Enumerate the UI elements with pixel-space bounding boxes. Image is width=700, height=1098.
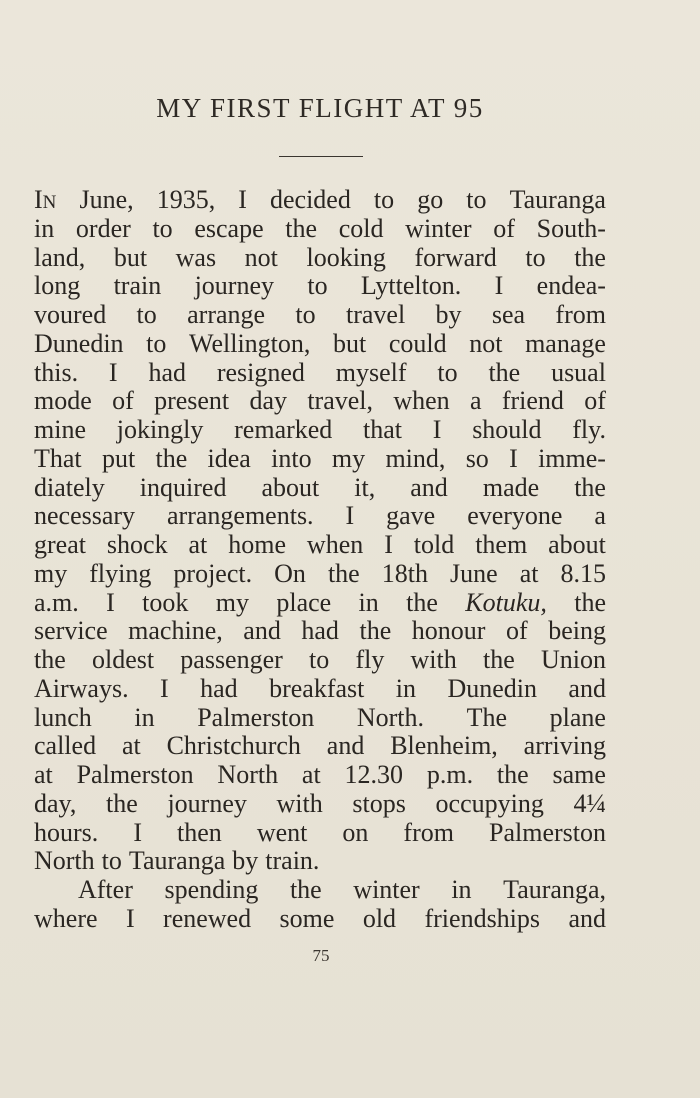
word: but (333, 329, 367, 358)
page-title: MY FIRST FLIGHT AT 95 (156, 93, 484, 123)
word: to (146, 329, 167, 358)
page-number: 75 (312, 946, 330, 965)
word: forward (414, 243, 497, 272)
word: a.m. (34, 588, 79, 617)
word: the (155, 444, 188, 473)
fraction: 4¼ (573, 789, 606, 818)
word: about (261, 473, 320, 502)
word: Christchurch (166, 732, 301, 761)
word: I (432, 416, 442, 444)
word: had (148, 358, 186, 387)
word: project. (173, 559, 253, 588)
word: at (301, 761, 321, 789)
word: then (177, 818, 222, 847)
text-line (34, 560, 606, 589)
word: could (388, 329, 447, 358)
text-line (34, 359, 606, 388)
word: flying (89, 559, 152, 588)
word: of (493, 214, 515, 243)
word: June (450, 559, 498, 588)
word: arriving (523, 732, 606, 761)
word: I (509, 444, 518, 473)
word: decided (270, 186, 351, 214)
plane-name: Kotuku, (465, 588, 547, 617)
word: to (295, 301, 316, 329)
word: the (285, 214, 318, 243)
word: to (373, 186, 395, 214)
word: the (574, 588, 606, 617)
word: shock (106, 531, 168, 559)
word: had (301, 617, 339, 646)
word: of (112, 387, 134, 416)
word: about (548, 531, 606, 559)
word: the (574, 243, 606, 272)
word: arrange (187, 301, 266, 329)
word: necessary (34, 502, 136, 531)
word: the (34, 646, 66, 674)
word: hours. (34, 818, 99, 847)
word: at (121, 732, 141, 761)
word: train. (265, 847, 320, 876)
word: Tauranga (509, 186, 606, 214)
word: North (34, 847, 95, 876)
word: imme- (538, 444, 606, 473)
word: That (34, 444, 82, 473)
word: by (232, 847, 259, 876)
word: train (113, 272, 162, 301)
word: a (469, 387, 482, 416)
text-line (34, 790, 606, 819)
word: June, (79, 186, 134, 214)
text-line (34, 617, 606, 646)
word: voured (34, 301, 107, 329)
word: breakfast (269, 674, 365, 703)
text-line (34, 215, 606, 244)
word: the (574, 473, 606, 502)
word: service (34, 617, 108, 646)
word: not (469, 329, 503, 358)
word: spending (164, 876, 259, 904)
word: it, (354, 473, 376, 502)
word: On (274, 559, 306, 588)
word: oldest (91, 646, 155, 674)
word: that (363, 416, 403, 444)
word: endea- (536, 272, 606, 301)
word: mode (34, 387, 92, 416)
title-divider (279, 156, 363, 157)
word: should (472, 416, 542, 444)
word: with (410, 646, 457, 674)
word: some (279, 904, 335, 933)
word: same (552, 761, 606, 789)
word: being (548, 617, 606, 646)
word: in (395, 674, 417, 703)
word: in (134, 703, 155, 732)
text-line (34, 330, 606, 359)
word: escape (194, 214, 264, 243)
word: I (160, 674, 169, 703)
word: to (525, 243, 546, 272)
word: when (393, 387, 450, 416)
word: the (359, 617, 392, 646)
word: the (289, 876, 322, 904)
word: Palmerston (489, 818, 606, 847)
text-line (34, 761, 606, 790)
word: Lyttelton. (360, 272, 462, 301)
text-line (34, 704, 606, 733)
word: go (417, 186, 444, 214)
text-line (34, 244, 606, 273)
word: day (249, 387, 288, 416)
word: journey (194, 272, 274, 301)
word: Palmerston (197, 703, 315, 732)
word: not (244, 243, 278, 272)
text-line (34, 301, 606, 330)
text-line (34, 531, 606, 560)
word: of (506, 617, 528, 646)
word: my (331, 444, 366, 473)
word: resigned (216, 358, 305, 387)
word: gave (386, 502, 436, 531)
word: and (243, 617, 281, 646)
word: lunch (34, 703, 92, 732)
word: plane (549, 703, 606, 732)
word: The (466, 703, 508, 732)
word: remarked (234, 416, 333, 444)
word: arrangements. (167, 502, 314, 531)
word: my (215, 588, 249, 617)
word: jokingly (116, 416, 204, 444)
word: into (271, 444, 312, 473)
word: of (584, 387, 606, 416)
word: diately (34, 473, 105, 502)
text-line (34, 847, 606, 876)
word: and (326, 732, 365, 761)
text-line (34, 186, 606, 215)
word: them (475, 531, 528, 559)
word: I (133, 818, 142, 847)
word: friend (501, 387, 564, 416)
word: manage (525, 329, 606, 358)
word: to (101, 847, 122, 876)
dropcap-first: I (34, 186, 43, 214)
word: 8.15 (560, 559, 606, 588)
word: the (406, 588, 438, 617)
word: to (152, 214, 173, 243)
word: 1935, (156, 186, 216, 214)
word: winter (405, 214, 472, 243)
word: land, (34, 243, 86, 272)
word: Dunedin (447, 674, 537, 703)
word: this. (34, 358, 79, 387)
word: After (78, 876, 133, 904)
word: fly. (572, 416, 606, 444)
text-line (34, 589, 606, 618)
word: in (34, 214, 55, 243)
word: North. (356, 703, 424, 732)
word: long (34, 272, 81, 301)
word: a (594, 502, 606, 531)
word: I (345, 502, 355, 531)
word: my (34, 559, 68, 588)
word: and (568, 904, 606, 933)
word: took (142, 588, 189, 617)
word: mind, (385, 444, 446, 473)
word: inquired (139, 473, 227, 502)
word: p.m. (426, 761, 474, 789)
word: great (34, 531, 86, 559)
word: Palmerston (76, 761, 194, 789)
word: Wellington, (189, 329, 311, 358)
word: old (362, 904, 397, 933)
text-line (34, 445, 606, 474)
word: with (276, 789, 323, 818)
word: cold (338, 214, 384, 243)
word: at (34, 761, 53, 789)
word: to (307, 272, 328, 301)
text-line (34, 646, 606, 675)
word: idea (207, 444, 251, 473)
text-line (34, 272, 606, 301)
body-text (34, 186, 606, 934)
word: order (75, 214, 131, 243)
word: from (555, 301, 606, 329)
word: honour (411, 617, 486, 646)
word: myself (335, 358, 407, 387)
word: everyone (467, 502, 563, 531)
word: by (435, 301, 462, 329)
word: day, (34, 789, 77, 818)
word: told (413, 531, 455, 559)
text-line (34, 474, 606, 503)
text-line (34, 416, 606, 445)
word: machine, (128, 617, 223, 646)
word: travel (345, 301, 406, 329)
word: had (200, 674, 238, 703)
word: from (403, 818, 454, 847)
word: to (437, 358, 458, 387)
word: North (217, 761, 279, 789)
word: at (188, 531, 208, 559)
word: present (154, 387, 230, 416)
word: Union (540, 646, 606, 674)
word: the (496, 761, 529, 789)
word: usual (551, 358, 606, 387)
word: called (34, 732, 97, 761)
word: I (384, 531, 393, 559)
word: Tauranga (128, 847, 226, 876)
word: where (34, 904, 98, 933)
word: I (106, 588, 115, 617)
word: I (238, 186, 247, 214)
word: and (410, 473, 448, 502)
word: occupying (435, 789, 544, 818)
text-line (34, 675, 606, 704)
word: journey (167, 789, 247, 818)
word: South- (536, 214, 606, 243)
word: stops (352, 789, 406, 818)
word: winter (353, 876, 420, 904)
word: fly (355, 646, 385, 674)
word: to (466, 186, 487, 214)
word: Dunedin (34, 329, 124, 358)
word: put (101, 444, 136, 473)
word: I (125, 904, 135, 933)
text-line (34, 876, 606, 905)
word: the (327, 559, 360, 588)
word: made (482, 473, 540, 502)
dropcap-rest: N (42, 192, 57, 213)
text-line (34, 905, 606, 934)
text-line (34, 819, 606, 848)
word: in (358, 588, 379, 617)
word: and (568, 674, 606, 703)
word: went (256, 818, 308, 847)
word: passenger (180, 646, 283, 674)
word: place (276, 588, 332, 617)
word: travel, (307, 387, 374, 416)
word: the (482, 646, 515, 674)
word: the (106, 789, 138, 818)
word: renewed (163, 904, 252, 933)
word: friendships (424, 904, 541, 933)
text-line (34, 502, 606, 531)
word: when (306, 531, 364, 559)
word: 18th (381, 559, 428, 588)
word: to (309, 646, 330, 674)
word: but (113, 243, 148, 272)
word: in (451, 876, 472, 904)
word: on (342, 818, 369, 847)
text-line (34, 732, 606, 761)
text-line (34, 387, 606, 416)
word: Airways. (34, 674, 129, 703)
word: at (519, 559, 539, 588)
word: to (136, 301, 157, 329)
word: Tauranga, (503, 876, 606, 904)
word: was (175, 243, 217, 272)
word: so (465, 444, 489, 473)
word: I (108, 358, 118, 387)
word: I (494, 272, 504, 301)
word: home (228, 531, 286, 559)
word: the (488, 358, 521, 387)
word: sea (491, 301, 526, 329)
word: looking (306, 243, 386, 272)
word: Blenheim, (390, 732, 498, 761)
word: mine (34, 416, 86, 444)
word: 12.30 (344, 761, 404, 789)
